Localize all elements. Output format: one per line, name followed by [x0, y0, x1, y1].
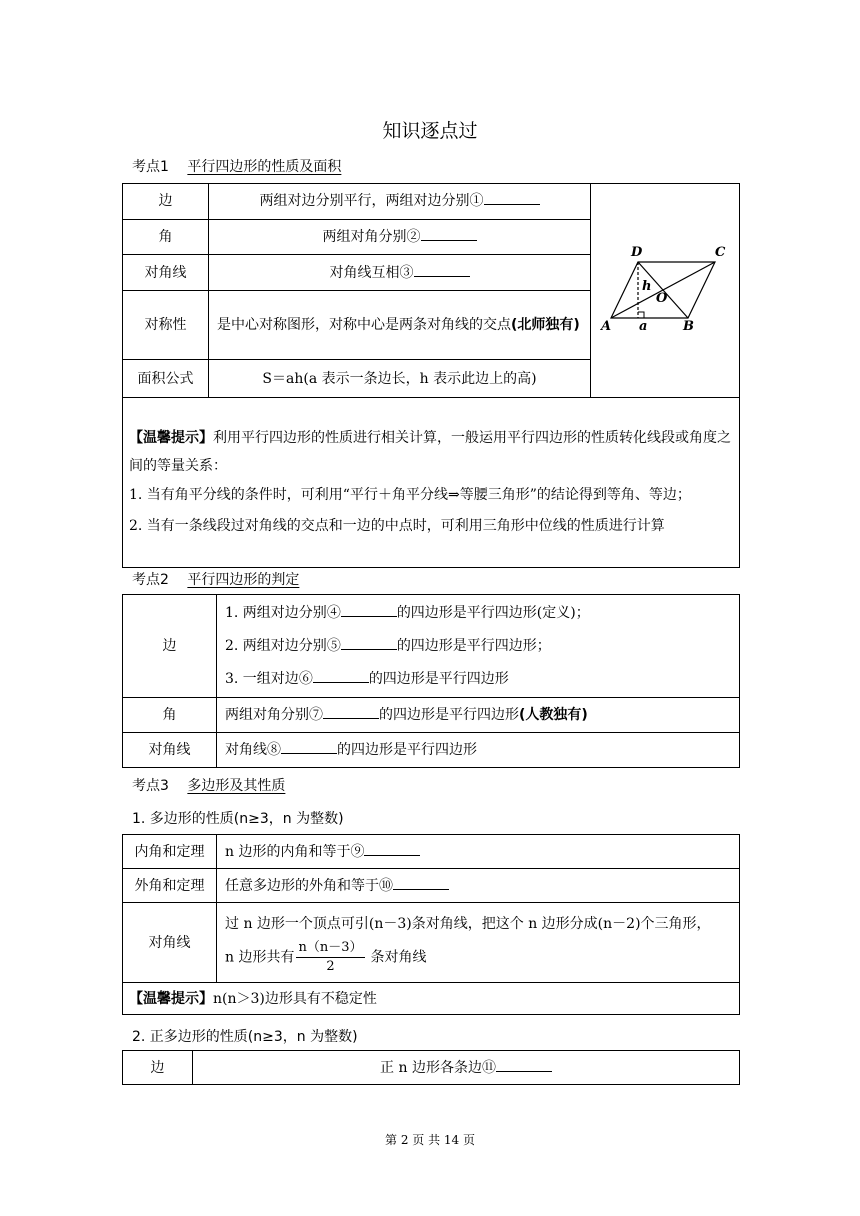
row-content-angle — [217, 698, 740, 733]
section-1-label: 考点1 — [132, 159, 169, 175]
sub-heading-regular-polygon: 2. 正多边形的性质(n≥3，n 为整数) — [132, 1029, 358, 1045]
row-content-edge — [209, 184, 591, 220]
fill-blank-5[interactable] — [341, 637, 397, 650]
table-row — [123, 398, 740, 568]
table-row — [123, 184, 740, 220]
tip-text: n(n＞3)边形具有不稳定性 — [213, 990, 377, 1007]
section-3-label: 考点3 — [132, 778, 169, 794]
cell-text: 对角线互相 — [329, 264, 400, 281]
row-content-interior — [217, 835, 740, 869]
row-head-diagonal: 对角线 — [123, 733, 217, 768]
diagonal-count-fraction — [296, 939, 364, 976]
fill-blank-8[interactable] — [281, 741, 337, 754]
cell-text: 是中心对称图形，对称中心是两条对角线的交点 — [217, 317, 511, 334]
tip-text-2: 1. 当有角平分线的条件时，可利用“平行＋角平分线⇒等腰三角形”的结论得到等角、等边； — [129, 486, 691, 503]
tip-cell — [123, 398, 740, 568]
row-head-angle: 角 — [123, 219, 209, 255]
marker-10: ⑩ — [379, 877, 393, 894]
table-row — [123, 903, 740, 983]
section-2-title: 平行四边形的判定 — [187, 572, 300, 588]
cell-text: n 边形共有 — [225, 949, 295, 966]
fill-blank-3[interactable] — [414, 264, 470, 277]
regular-polygon-table — [122, 1050, 740, 1085]
tip-text-1: 利用平行四边形的性质进行相关计算，一般运用平行四边形的性质转化线段或角度之间的等量关系： — [129, 429, 731, 474]
cell-text: 条对角线 — [370, 949, 427, 966]
section-1-title: 平行四边形的性质及面积 — [187, 159, 342, 175]
parallelogram-figure — [591, 184, 740, 390]
row-content-symmetry — [209, 290, 591, 359]
marker-5: ⑤ — [326, 637, 341, 654]
marker-2: ② — [406, 228, 421, 245]
list-item — [225, 630, 731, 663]
page-title: 知识逐点过 — [382, 120, 478, 142]
parallelogram-criteria-table — [122, 594, 740, 768]
row-head-edge: 边 — [123, 184, 209, 220]
row-head-edge: 边 — [123, 1051, 193, 1085]
fill-blank-10[interactable] — [393, 877, 449, 890]
label-c: C — [715, 245, 726, 260]
marker-3: ③ — [399, 264, 414, 281]
item-text: 的四边形是平行四边形 — [368, 670, 509, 687]
marker-4: ④ — [326, 604, 341, 621]
row-head-angle: 角 — [123, 698, 217, 733]
row-head-edge: 边 — [123, 595, 217, 698]
label-h: h — [642, 279, 652, 294]
marker-6: ⑥ — [298, 670, 313, 687]
fill-blank-6[interactable] — [313, 670, 369, 683]
marker-11: ⑪ — [481, 1059, 496, 1076]
item-text: 3. 一组对边 — [225, 670, 299, 687]
section-2-label: 考点2 — [132, 572, 169, 588]
diagonal-text-2 — [225, 939, 731, 976]
cell-text: 对角线 — [225, 742, 267, 758]
table-row — [123, 698, 740, 733]
tip-label: 【温馨提示】 — [129, 990, 213, 1007]
row-content-diagonal — [217, 903, 740, 983]
marker-1: ① — [469, 193, 484, 210]
cell-text: 的四边形是平行四边形 — [337, 742, 477, 758]
cell-text: 正 n 边形各条边 — [380, 1059, 482, 1076]
table-row — [123, 869, 740, 903]
fill-blank-1[interactable] — [484, 192, 540, 205]
diagonal-text-1: 过 n 边形一个顶点可引(n－3)条对角线，把这个 n 边形分成(n－2)个三角形， — [225, 916, 711, 932]
cell-text: 两组对角分别 — [225, 707, 309, 723]
row-head-interior: 内角和定理 — [123, 835, 217, 869]
cell-text: 的四边形是平行四边形 — [379, 707, 519, 723]
list-item — [225, 597, 731, 630]
row-content-edge — [193, 1051, 740, 1085]
cell-text: 两组对边分别平行，两组对边分别 — [259, 193, 470, 210]
fill-blank-4[interactable] — [341, 604, 397, 617]
fraction-numerator: n（n－3） — [296, 939, 364, 958]
fraction-denominator: 2 — [326, 959, 335, 974]
marker-9: ⑨ — [350, 843, 365, 860]
edition-note: (人教独有) — [519, 707, 588, 723]
row-content-diagonal — [217, 733, 740, 768]
label-o: O — [656, 291, 668, 306]
table-row — [123, 595, 740, 698]
label-a-lower: a — [639, 319, 648, 334]
label-d: D — [631, 245, 643, 260]
cell-text: 两组对角分别 — [322, 228, 407, 245]
cell-text: n 边形的内角和等于 — [225, 843, 351, 860]
section-3-title: 多边形及其性质 — [187, 778, 286, 794]
row-content-diagonal — [209, 255, 591, 291]
table-row — [123, 733, 740, 768]
fill-blank-2[interactable] — [421, 228, 477, 241]
table-row — [123, 1051, 740, 1085]
item-text: 2. 两组对边分别 — [225, 637, 327, 654]
label-a: A — [601, 319, 612, 334]
parallelogram-properties-table — [122, 183, 740, 568]
item-text: 的四边形是平行四边形(定义)； — [396, 604, 590, 621]
table-row — [123, 835, 740, 869]
section-3-heading — [132, 775, 285, 795]
row-content-angle — [209, 219, 591, 255]
fill-blank-11[interactable] — [496, 1059, 552, 1072]
row-head-exterior: 外角和定理 — [123, 869, 217, 903]
row-content-area: S＝ah(a 表示一条边长，h 表示此边上的高) — [209, 360, 591, 398]
polygon-properties-table — [122, 834, 740, 1015]
row-head-symmetry: 对称性 — [123, 290, 209, 359]
marker-8: ⑧ — [267, 742, 281, 758]
cell-text: 任意多边形的外角和等于 — [225, 877, 379, 894]
item-text: 1. 两组对边分别 — [225, 604, 327, 621]
row-content-exterior — [217, 869, 740, 903]
section-1-heading — [132, 156, 341, 176]
row-head-diagonal: 对角线 — [123, 255, 209, 291]
edition-note: (北师独有) — [511, 317, 580, 334]
fill-blank-7[interactable] — [323, 706, 379, 719]
marker-7: ⑦ — [309, 707, 323, 723]
list-item — [225, 663, 731, 696]
right-angle-mark — [638, 312, 644, 318]
figure-cell — [591, 184, 740, 398]
sub-heading-polygon-properties: 1. 多边形的性质(n≥3，n 为整数) — [132, 811, 344, 827]
row-head-area: 面积公式 — [123, 360, 209, 398]
section-2-heading — [132, 569, 299, 589]
page-footer: 第 2 页 共 14 页 — [385, 1133, 475, 1147]
row-content-edge — [217, 595, 740, 698]
label-b: B — [683, 319, 694, 334]
tip-text-3: 2. 当有一条线段过对角线的交点和一边的中点时，可利用三角形中位线的性质进行计算 — [129, 517, 665, 534]
item-text: 的四边形是平行四边形； — [396, 637, 551, 654]
tip-cell — [123, 983, 740, 1015]
tip-label: 【温馨提示】 — [129, 429, 213, 446]
table-row — [123, 983, 740, 1015]
fill-blank-9[interactable] — [364, 843, 420, 856]
row-head-diagonal: 对角线 — [123, 903, 217, 983]
